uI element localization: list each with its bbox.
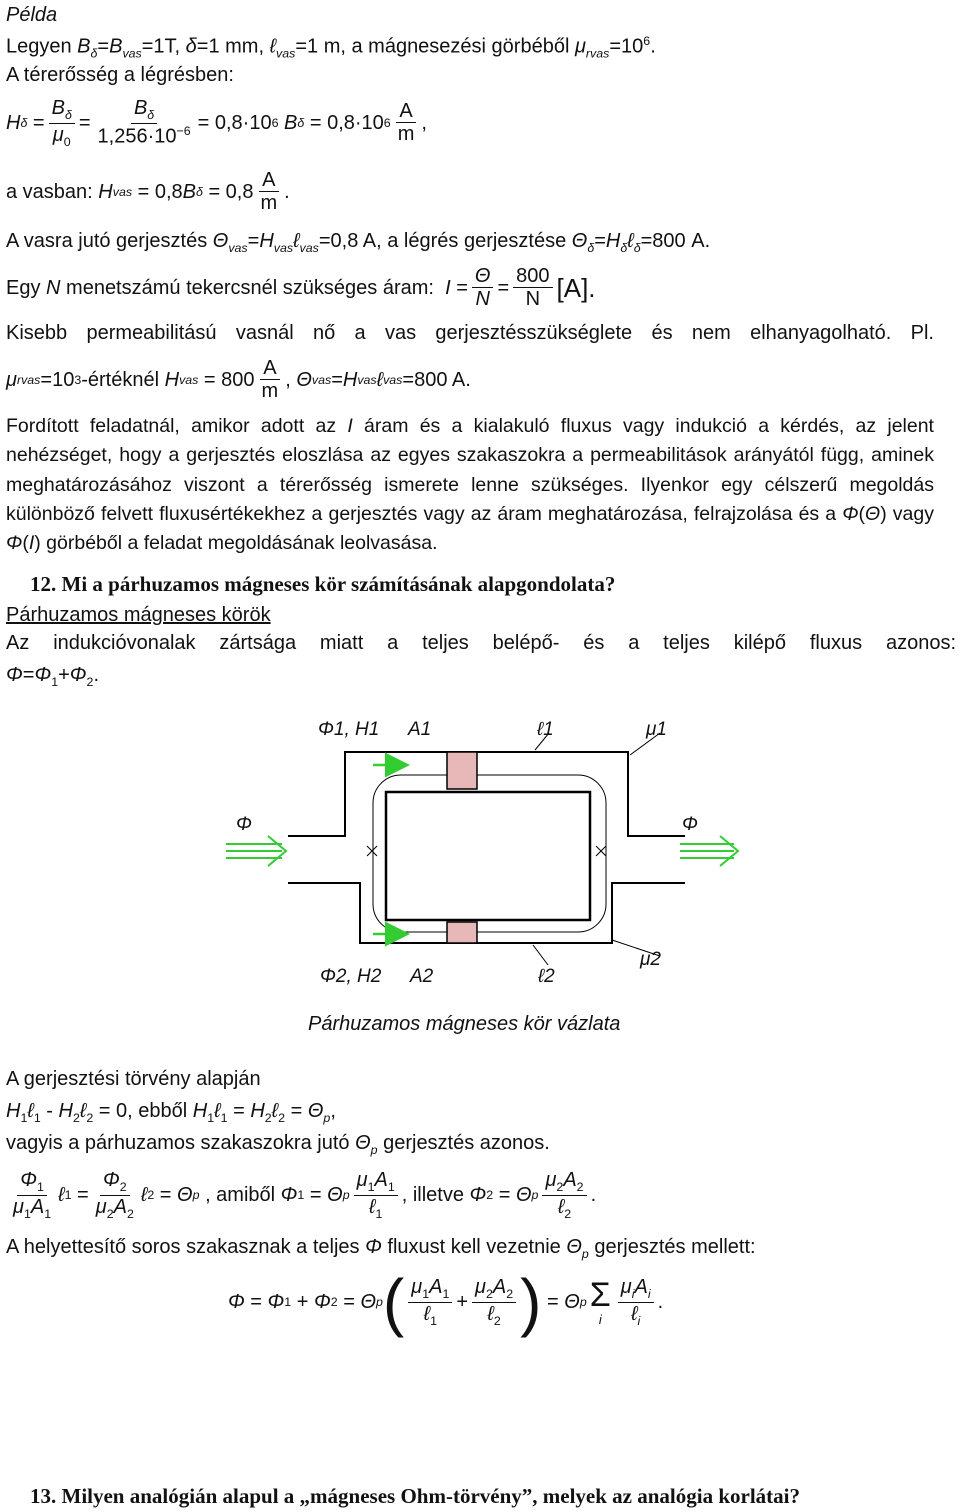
outer-core-outline-bottom — [288, 883, 685, 943]
outer-core-outline — [288, 752, 685, 836]
law-line-3: vagyis a párhuzamos szakaszokra jutó $\Theta_p$ gerjesztés azonos. — [6, 1132, 550, 1157]
q12-intro-eq: $\Phi=\Phi_1+\Phi_2$. — [6, 664, 99, 689]
law-eq-6: Φ = Φ 1 + Φ 2 = Θ p ( $\frac{\mu_1A_1}{\ell_1}$ + $\frac{\mu_2A_2}{\ell_2}$ ) = Θ p Σ i $\frac{\mu_iA_i}{\ell_i}$ . — [228, 1266, 664, 1338]
label-phi2-h2: Φ2, H2 — [320, 966, 382, 987]
example-eq-1: H δ = $\frac{B_\delta}{\mu_0}$ = $\frac{B_\delta}{1,256\cdot 10^{-6}}$ = 0,8·10 6 B δ = 0,8·10 6 $\frac{A}{m}$ , — [6, 97, 427, 149]
example-line-2: A térerősség a légrésben: — [6, 64, 234, 86]
arrow-in — [226, 836, 286, 866]
label-phi-out: Φ — [682, 814, 698, 835]
example-line-3: A vasra jutó gerjesztés $\Theta_{vas}=H_{vas}\ell_{vas}=0,8$ A, a légrés gerjesztése $\Theta_\delta=H_\delta\ell_\delta=800$ A. — [6, 230, 711, 255]
gap-top — [447, 752, 477, 789]
law-line-2: $H_1\ell_1$ - $H_2\ell_2 = 0$, ebből $H_1\ell_1$ = $H_2\ell_2 = \Theta_p$, — [6, 1100, 336, 1125]
example-line-4: Egy N menetszámú tekercsnél szükséges áram: I = $\frac{\Theta}{N}$ = $\frac{800}{N}$ [A]. — [6, 265, 596, 310]
label-phi-in: Φ — [236, 814, 252, 835]
label-a1: A1 — [408, 719, 432, 740]
law-line-1: A gerjesztési törvény alapján — [6, 1068, 261, 1090]
label-l2: ℓ2 — [538, 966, 555, 987]
label-mu1: μ1 — [646, 719, 667, 740]
example-eq-2: a vasban: H vas = 0,8 B δ = 0,8 $\frac{A}{m}$ . — [6, 169, 290, 214]
question-12: 12. Mi a párhuzamos mágneses kör számításának alapgondolata? — [30, 572, 616, 596]
label-a2: A2 — [410, 966, 434, 987]
example-line-1: Legyen $B_\delta=B_{vas}=1T$, δ=1 mm, ℓ$_{vas}$=1 m, a mágnesezési görbéből $\mu_{rvas}=10^6$. — [6, 34, 656, 61]
law-eq-4: $\frac{\Phi_1}{\mu_1A_1}$ ℓ 1 = $\frac{\Phi_2}{\mu_2A_2}$ ℓ 2 = Θ p , amiből Φ 1 = Θ p $\frac{\mu_1A_1}{\ell_1}$ , illetve Φ 2 = Θ p $\frac{\mu_2A_2}{\ell_2}$ . — [13, 1169, 597, 1221]
example-line-5: Kisebb permeabilitású vasnál nő a vas gerjesztésszükséglete és nem elhanyagolható. Pl. — [6, 322, 934, 344]
parallel-magnetic-circuit-diagram — [0, 700, 960, 1060]
question-13: 13. Milyen analógián alapul a „mágneses Ohm-törvény”, melyek az analógia korlátai? — [30, 1484, 800, 1508]
example-line-6: μ rvas =10 3 -értéknél H vas = 800 $\frac{A}{m}$ , Θ vas = H vas ℓ vas =800 A. — [6, 357, 471, 402]
arrow-out — [680, 836, 738, 866]
example-paragraph: Fordított feladatnál, amikor adott az I áram és a kialakuló fluxus vagy indukció a kérdés, az jelent nehézséget, hogy a gerjesztés eloszlása az egyes szakaszokra a permeabilitások arányától függ, aminek meghatározásához viszont a térerősség ismerete lenne szükséges. Ilyenkor egy célszerű megoldás különböző felvett fluxusértékekhez a gerjesztés vagy az áram meghatározása, felrajzolása és a Φ(Θ) vagy Φ(I) görbéből a feladat megoldásának leolvasása. — [6, 415, 934, 555]
diagram-caption: Párhuzamos mágneses kör vázlata — [308, 1013, 621, 1035]
gap-bottom — [447, 922, 477, 943]
label-mu2: μ2 — [640, 949, 661, 970]
example-heading: Példa — [6, 4, 58, 26]
law-line-5: A helyettesítő soros szakasznak a teljes Φ fluxust kell vezetnie $\Theta_p$ gerjesztés mellett: — [6, 1236, 756, 1261]
label-l1: ℓ1 — [537, 719, 554, 740]
q12-intro: Az indukcióvonalak zártsága miatt a teljes belépő- és a teljes kilépő fluxus azonos: — [6, 632, 956, 654]
flux-path — [373, 775, 606, 932]
inner-window — [386, 792, 590, 920]
subheading-parallel-circuits: Párhuzamos mágneses körök — [6, 604, 271, 626]
label-phi1-h1: Φ1, H1 — [318, 719, 380, 740]
